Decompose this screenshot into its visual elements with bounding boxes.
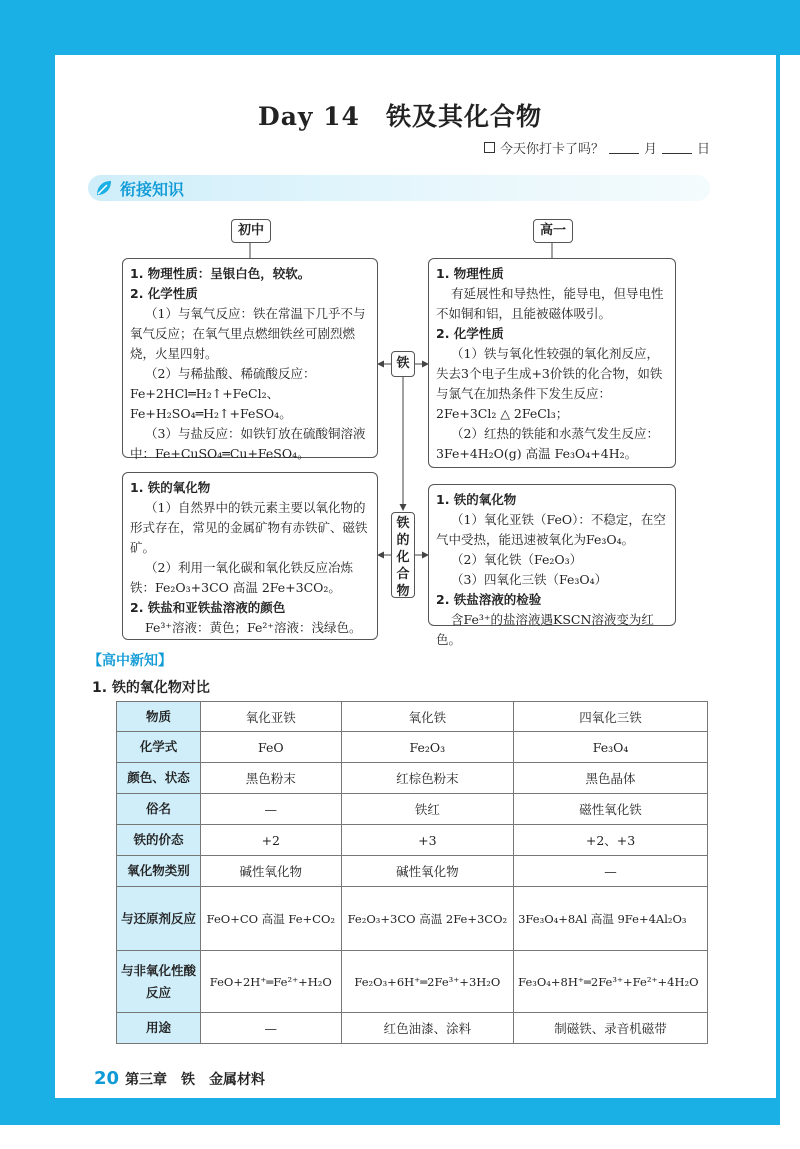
checkin-line xyxy=(484,138,710,157)
table-cell: Fe₂O₃+3CO 高温 2Fe+3CO₂ xyxy=(341,887,514,951)
month-label: 月 xyxy=(644,142,658,157)
row-label: 用途 xyxy=(117,1013,201,1044)
table-cell: +3 xyxy=(341,825,514,856)
table-row xyxy=(117,732,708,763)
table-cell: FeO+CO 高温 Fe+CO₂ xyxy=(201,887,342,951)
table-cell: Fe₂O₃ xyxy=(341,732,514,763)
junior-tag: 初中 xyxy=(231,219,271,243)
table-cell: 黑色粉末 xyxy=(201,763,342,794)
row-label: 铁的价态 xyxy=(117,825,201,856)
row-label: 颜色、状态 xyxy=(117,763,201,794)
table-row xyxy=(117,856,708,887)
table-cell: 磁性氧化铁 xyxy=(514,794,708,825)
table-header-cell: 物质 xyxy=(117,702,201,732)
row-label: 与非氧化性酸反应 xyxy=(117,951,201,1013)
oxide-comparison-table xyxy=(116,701,708,1044)
table-cell: 制磁铁、录音机磁带 xyxy=(514,1013,708,1044)
table-row xyxy=(117,794,708,825)
row-label: 与还原剂反应 xyxy=(117,887,201,951)
box-line: 2. 铁盐和亚铁盐溶液的颜色 xyxy=(130,600,286,615)
page-title: Day 14 铁及其化合物 xyxy=(258,102,542,131)
table-cell: +2、+3 xyxy=(514,825,708,856)
table-cell: FeO+2H⁺═Fe²⁺+H₂O xyxy=(201,951,342,1013)
left-border xyxy=(0,0,55,1125)
center-node-compounds-label: 铁的化合物 xyxy=(396,516,410,599)
senior-iron-box xyxy=(428,258,676,468)
box-line: （2）氧化铁（Fe₂O₃） xyxy=(451,552,583,567)
table-row xyxy=(117,1013,708,1044)
box-line: 1. 物理性质：呈银白色，较软。 xyxy=(130,266,311,281)
chapter-label: 第三章 铁 金属材料 xyxy=(125,1072,266,1088)
box-line: （2）红热的铁能和水蒸气发生反应： xyxy=(451,426,659,441)
checkin-prompt: 今天你打卡了吗？ xyxy=(500,142,605,157)
box-line: 2. 化学性质 xyxy=(436,326,504,341)
table-cell: 铁红 xyxy=(341,794,514,825)
table-cell: 碱性氧化物 xyxy=(201,856,342,887)
table-cell: 碱性氧化物 xyxy=(341,856,514,887)
checkin-checkbox[interactable] xyxy=(484,142,495,153)
row-label: 氧化物类别 xyxy=(117,856,201,887)
center-node-compounds xyxy=(391,512,415,598)
table-cell: 红棕色粉末 xyxy=(341,763,514,794)
box-line: 1. 铁的氧化物 xyxy=(130,480,211,495)
box-line: （3）与盐反应：如铁钉放在硫酸铜溶液中：Fe+CuSO₄═Cu+FeSO₄。 xyxy=(130,426,366,461)
table-cell: FeO xyxy=(201,732,342,763)
row-label: 俗名 xyxy=(117,794,201,825)
box-line: 1. 物理性质 xyxy=(436,266,504,281)
box-line: 3Fe+4H₂O(g) 高温 Fe₃O₄+4H₂。 xyxy=(436,446,638,461)
box-line: 1. 铁的氧化物 xyxy=(436,492,517,507)
box-line: （1）自然界中的铁元素主要以氧化物的形式存在，常见的金属矿物有赤铁矿、磁铁矿。 xyxy=(130,500,368,555)
box-line: （1）与氧气反应：铁在常温下几乎不与氧气反应；在氧气里点燃细铁丝可剧烈燃烧，火星四射。 xyxy=(130,306,366,361)
table-header-cell: 氧化铁 xyxy=(341,702,514,732)
section-heading: 【高中新知】 xyxy=(88,653,172,669)
table-cell: — xyxy=(201,794,342,825)
table-row xyxy=(117,825,708,856)
box-line: （2）利用一氧化碳和氧化铁反应冶炼铁：Fe₂O₃+3CO 高温 2Fe+3CO₂。 xyxy=(130,560,353,595)
box-line: （2）与稀盐酸、稀硫酸反应：Fe+2HCl═H₂↑+FeCl₂、Fe+H₂SO₄═H₂↑+FeSO₄。 xyxy=(130,366,316,421)
table-cell: 黑色晶体 xyxy=(514,763,708,794)
page-number: 20 xyxy=(94,1068,120,1089)
box-line: （1）氧化亚铁（FeO）：不稳定，在空气中受热，能迅速被氧化为Fe₃O₄。 xyxy=(436,512,666,547)
table-cell: +2 xyxy=(201,825,342,856)
banner-label: 衔接知识 xyxy=(120,180,185,199)
table-cell: 红色油漆、涂料 xyxy=(341,1013,514,1044)
senior-compound-box xyxy=(428,484,676,647)
table-cell: — xyxy=(514,856,708,887)
box-line: （3）四氧化三铁（Fe₃O₄） xyxy=(451,572,608,587)
table-cell: Fe₂O₃+6H⁺═2Fe³⁺+3H₂O xyxy=(341,951,514,1013)
table-cell: 3Fe₃O₄+8Al 高温 9Fe+4Al₂O₃ xyxy=(514,887,708,951)
box-line: Fe³⁺溶液：黄色；Fe²⁺溶液：浅绿色。 xyxy=(145,620,362,635)
leaf-icon xyxy=(94,178,114,198)
table-row xyxy=(117,887,708,951)
box-line: （1）铁与氧化性较强的氧化剂反应，失去3个电子生成+3价铁的化合物，如铁与氯气在加热条件下发生反应： xyxy=(436,346,663,401)
box-line: 2. 铁盐溶液的检验 xyxy=(436,592,542,607)
day-blank[interactable] xyxy=(662,142,692,154)
row-label: 化学式 xyxy=(117,732,201,763)
day-label: 日 xyxy=(697,142,711,157)
table-header-cell: 四氧化三铁 xyxy=(514,702,708,732)
page-footer xyxy=(94,1068,265,1089)
box-line: 含Fe³⁺的盐溶液遇KSCN溶液变为红色。 xyxy=(436,612,654,647)
top-border xyxy=(0,0,800,55)
box-line: 2. 化学性质 xyxy=(130,286,198,301)
table-header-row xyxy=(117,702,708,732)
table-cell: Fe₃O₄+8H⁺═2Fe³⁺+Fe²⁺+4H₂O xyxy=(514,951,708,1013)
table-row xyxy=(117,763,708,794)
junior-compound-box xyxy=(122,472,378,640)
senior-tag: 高一 xyxy=(533,219,573,243)
bottom-border xyxy=(0,1098,780,1125)
table-cell: — xyxy=(201,1013,342,1044)
junior-iron-box xyxy=(122,258,378,461)
center-node-iron: 铁 xyxy=(391,351,415,377)
table-title: 1. 铁的氧化物对比 xyxy=(92,680,210,696)
box-line: 有延展性和导热性，能导电，但导电性不如铜和铝，且能被磁体吸引。 xyxy=(436,286,664,321)
month-blank[interactable] xyxy=(609,142,639,154)
table-cell: Fe₃O₄ xyxy=(514,732,708,763)
box-line: 2Fe+3Cl₂ △ 2FeCl₃； xyxy=(436,406,569,421)
table-row xyxy=(117,951,708,1013)
table-header-cell: 氧化亚铁 xyxy=(201,702,342,732)
right-border xyxy=(776,20,780,1125)
section-banner xyxy=(88,175,710,201)
